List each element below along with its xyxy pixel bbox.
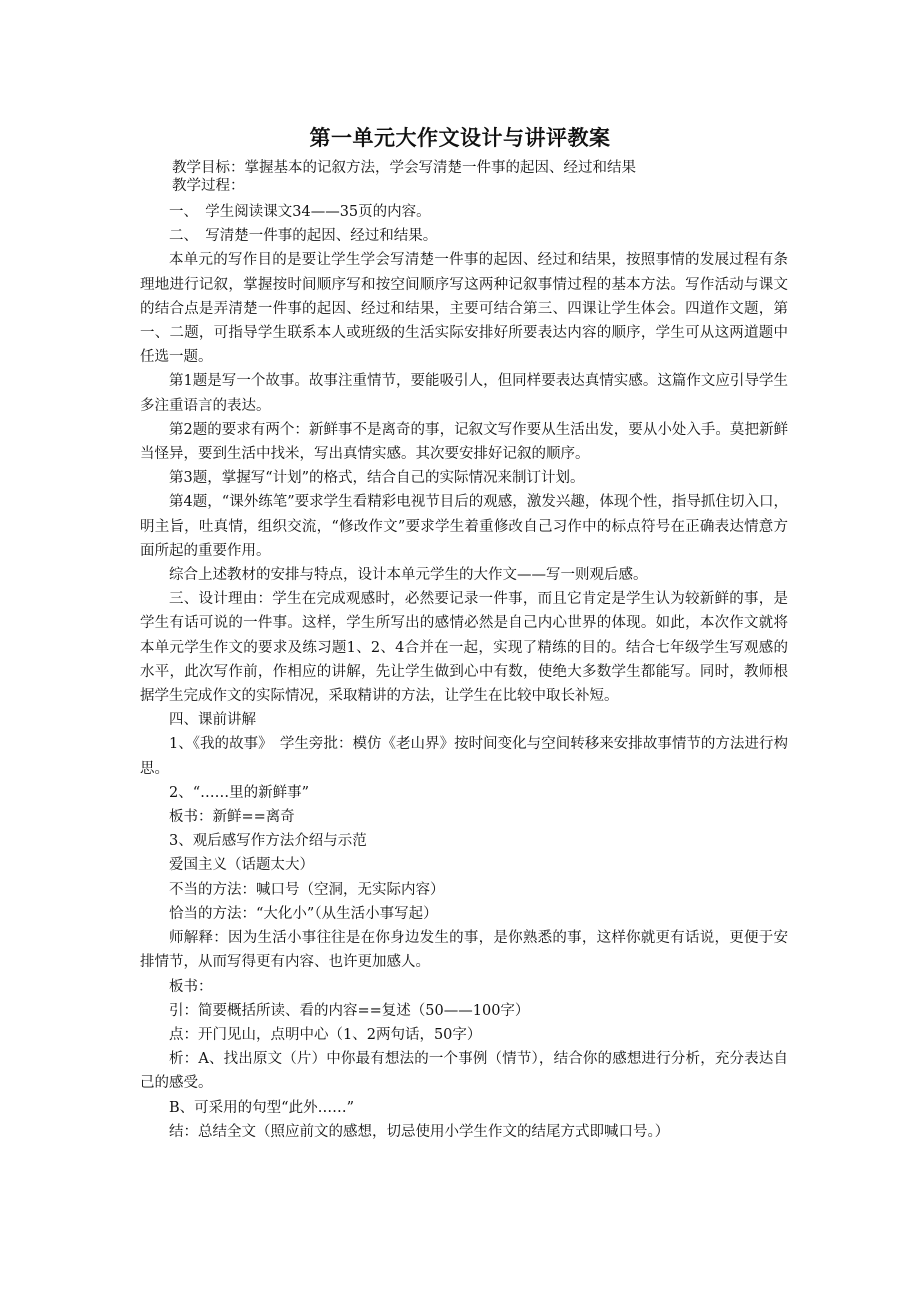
- paragraph: 板书：: [169, 978, 213, 995]
- paragraph: 三、设计理由：学生在完成观感时，必然要记录一件事，而且它肯定是学生认为较新鲜的事，是学生有话可说的一件事。这样，学生所写出的感情必然是自己内心世界的体现。如此，本次作文就将本单元学生作文的要求及练习题1、2、4合并在一起，实现了精练的目的。结合七年级学生写观感的水平，此次写作前，作相应的讲解，先让学生做到心中有数，使绝大多数学生都能写。同时，教师根据学生完成作文的实际情况，采取精讲的方法，让学生在比较中取长补短。: [140, 591, 788, 705]
- paragraph: 板书：新鲜==离奇: [169, 809, 295, 826]
- paragraph: B、可采用的句型“此外……”: [169, 1099, 354, 1116]
- paragraph: 第3题，掌握写“计划”的格式，结合自己的实际情况来制订计划。: [169, 470, 585, 487]
- paragraph: 二、 写清楚一件事的起因、经过和结果。: [169, 228, 438, 245]
- teaching-goal: 教学目标：掌握基本的记叙方法，学会写清楚一件事的起因、经过和结果: [172, 160, 636, 176]
- paragraph: 引：简要概括所读、看的内容==复述（50——100字）: [169, 1002, 530, 1019]
- paragraph: 1、《我的故事》 学生旁批：模仿《老山界》按时间变化与空间转移来安排故事情节的方法进行构思。: [140, 736, 788, 777]
- paragraph: 析：A、找出原文（片）中你最有想法的一个事例（情节），结合你的感想进行分析，充分表达自己的感受。: [140, 1051, 788, 1092]
- paragraph: 爱国主义（话题太大）: [169, 857, 314, 874]
- paragraph: 第4题，“课外练笔”要求学生看精彩电视节目后的观感，激发兴趣，体现个性，指导抓住切入口，明主旨，吐真情，组织交流，“修改作文”要求学生着重修改自己习作中的标点符号在正确表达情意方面所起的重要作用。: [140, 494, 788, 559]
- paragraph: 本单元的写作目的是要让学生学会写清楚一件事的起因、经过和结果，按照事情的发展过程有条理地进行记叙，掌握按时间顺序写和按空间顺序写这两种记叙事情过程的基本方法。写作活动与课文的结合点是弄清楚一件事的起因、经过和结果，主要可结合第三、四课让学生体会。四道作文题，第一、二题，可指导学生联系本人或班级的生活实际安排好所要表达内容的顺序，学生可从这两道题中任选一题。: [140, 252, 788, 366]
- paragraph: 综合上述教材的安排与特点，设计本单元学生的大作文——写一则观后感。: [169, 567, 648, 584]
- paragraph: 一、 学生阅读课文34——35页的内容。: [169, 204, 431, 220]
- paragraph: 不当的方法：喊口号（空洞，无实际内容）: [169, 881, 445, 898]
- paragraph: 点：开门见山，点明中心（1、2两句话，50字）: [169, 1026, 482, 1043]
- teaching-process-label: 教学过程：: [172, 178, 245, 194]
- paragraph: 3、观后感写作方法介绍与示范: [169, 833, 367, 850]
- paragraph: 四、课前讲解: [169, 712, 256, 729]
- document-title: 第一单元大作文设计与讲评教案: [309, 126, 611, 150]
- paragraph: 第1题是写一个故事。故事注重情节，要能吸引人，但同样要表达真情实感。这篇作文应引导学生多注重语言的表达。: [140, 373, 788, 414]
- paragraph: 2、“……里的新鲜事”: [169, 784, 310, 801]
- paragraph: 结：总结全文（照应前文的感想，切忌使用小学生作文的结尾方式即喊口号。）: [169, 1123, 670, 1140]
- paragraph: 恰当的方法：“大化小”（从生活小事写起）: [169, 905, 438, 922]
- document-body: [140, 200, 788, 1144]
- paragraph: 第2题的要求有两个：新鲜事不是离奇的事，记叙文写作要从生活出发，要从小处入手。莫把新鲜当怪异，要到生活中找米，写出真情实感。其次要安排好记叙的顺序。: [140, 421, 788, 463]
- paragraph: 师解释：因为生活小事往往是在你身边发生的事，是你熟悉的事，这样你就更有话说，更便于安排情节，从而写得更有内容、也许更加感人。: [140, 930, 788, 971]
